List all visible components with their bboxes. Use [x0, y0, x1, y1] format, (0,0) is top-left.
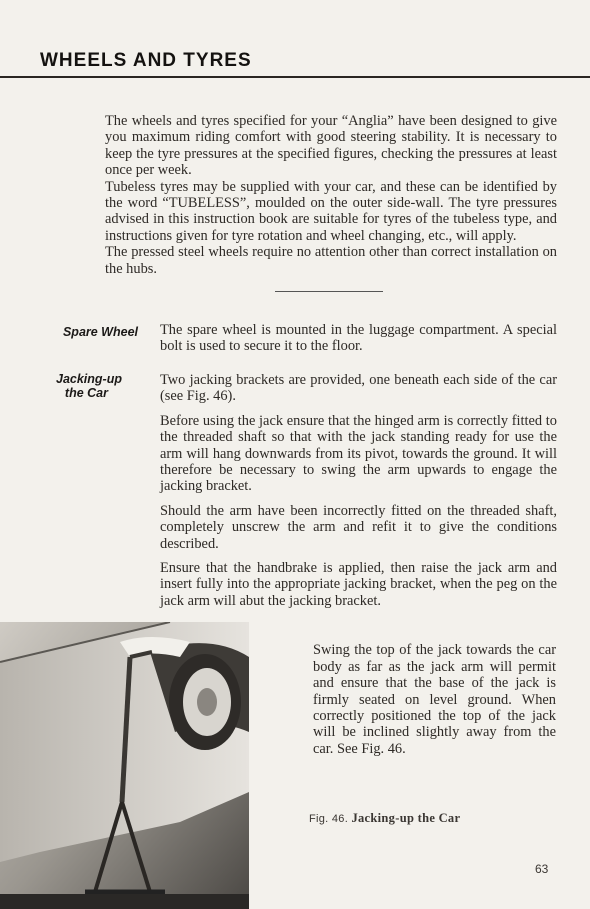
page-number: 63: [535, 862, 549, 876]
spare-wheel-heading-text: Spare Wheel: [62, 325, 138, 339]
jacking-heading-line2: the Car: [64, 386, 108, 400]
jacking-paragraph: Before using the jack ensure that the hinged arm is correctly fitted to the threaded shaft so that with the jack standing ready for use the arm will hang downwards from its pivot, towards the ground. It will therefore be necessary to swing the arm upwards to engage the jacking bracket.: [160, 412, 557, 495]
jacking-heading: [14, 372, 122, 400]
jacking-heading-line1: Jacking-up: [56, 372, 122, 386]
jacking-paragraph: Should the arm have been incorrectly fitted on the threaded shaft, completely unscrew the arm and refit it to give the conditions described.: [160, 502, 557, 552]
jacking-photo: [0, 622, 249, 909]
jacking-paragraph: Two jacking brackets are provided, one beneath each side of the car (see Fig. 46).: [160, 372, 557, 405]
figure-title: Jacking-up the Car: [351, 811, 461, 825]
spare-wheel-paragraph: The spare wheel is mounted in the luggage compartment. A special bolt is used to secure it to the floor.: [160, 322, 557, 355]
photo-side-text: [313, 628, 556, 772]
page-title: WHEELS AND TYRES: [40, 50, 252, 71]
spare-wheel-heading: [30, 325, 138, 339]
jacking-paragraph: Ensure that the handbrake is applied, then raise the jack arm and insert fully into the appropriate jacking bracket, when the peg on the jack arm will abut the jacking bracket.: [160, 560, 557, 609]
photo-side-paragraph: Swing the top of the jack towards the car body as far as the jack arm will permit and ensure that the base of the jack is firmly seated on level ground. When correctly positioned the top of the jack will be inclined slightly away from the car. See Fig. 46.: [313, 642, 556, 757]
jacking-section: [160, 372, 557, 617]
intro-paragraph: The pressed steel wheels require no attention other than correct installation on the hubs.: [105, 244, 557, 277]
intro-paragraph: The wheels and tyres specified for your “Anglia” have been designed to give you maximum riding comfort with good steering stability. It is necessary to keep the tyre pressures at the specified figures, checking the pressures at least once per week.: [105, 113, 557, 179]
intro-paragraph: Tubeless tyres may be supplied with your car, and these can be identified by the word “TUBELESS”, moulded on the outer side-wall. The tyre pressures advised in this instruction book are suitable for tyres of the tubeless type, and instructions given for tyre rotation and wheel changing, etc., will apply.: [105, 178, 557, 244]
intro-section: [105, 113, 557, 277]
section-divider: [275, 291, 383, 292]
header-divider: [0, 76, 590, 78]
figure-number: Fig. 46.: [309, 813, 349, 825]
jacking-photo-image: [0, 622, 249, 909]
figure-caption: [309, 811, 460, 826]
spare-wheel-section: [160, 322, 557, 363]
